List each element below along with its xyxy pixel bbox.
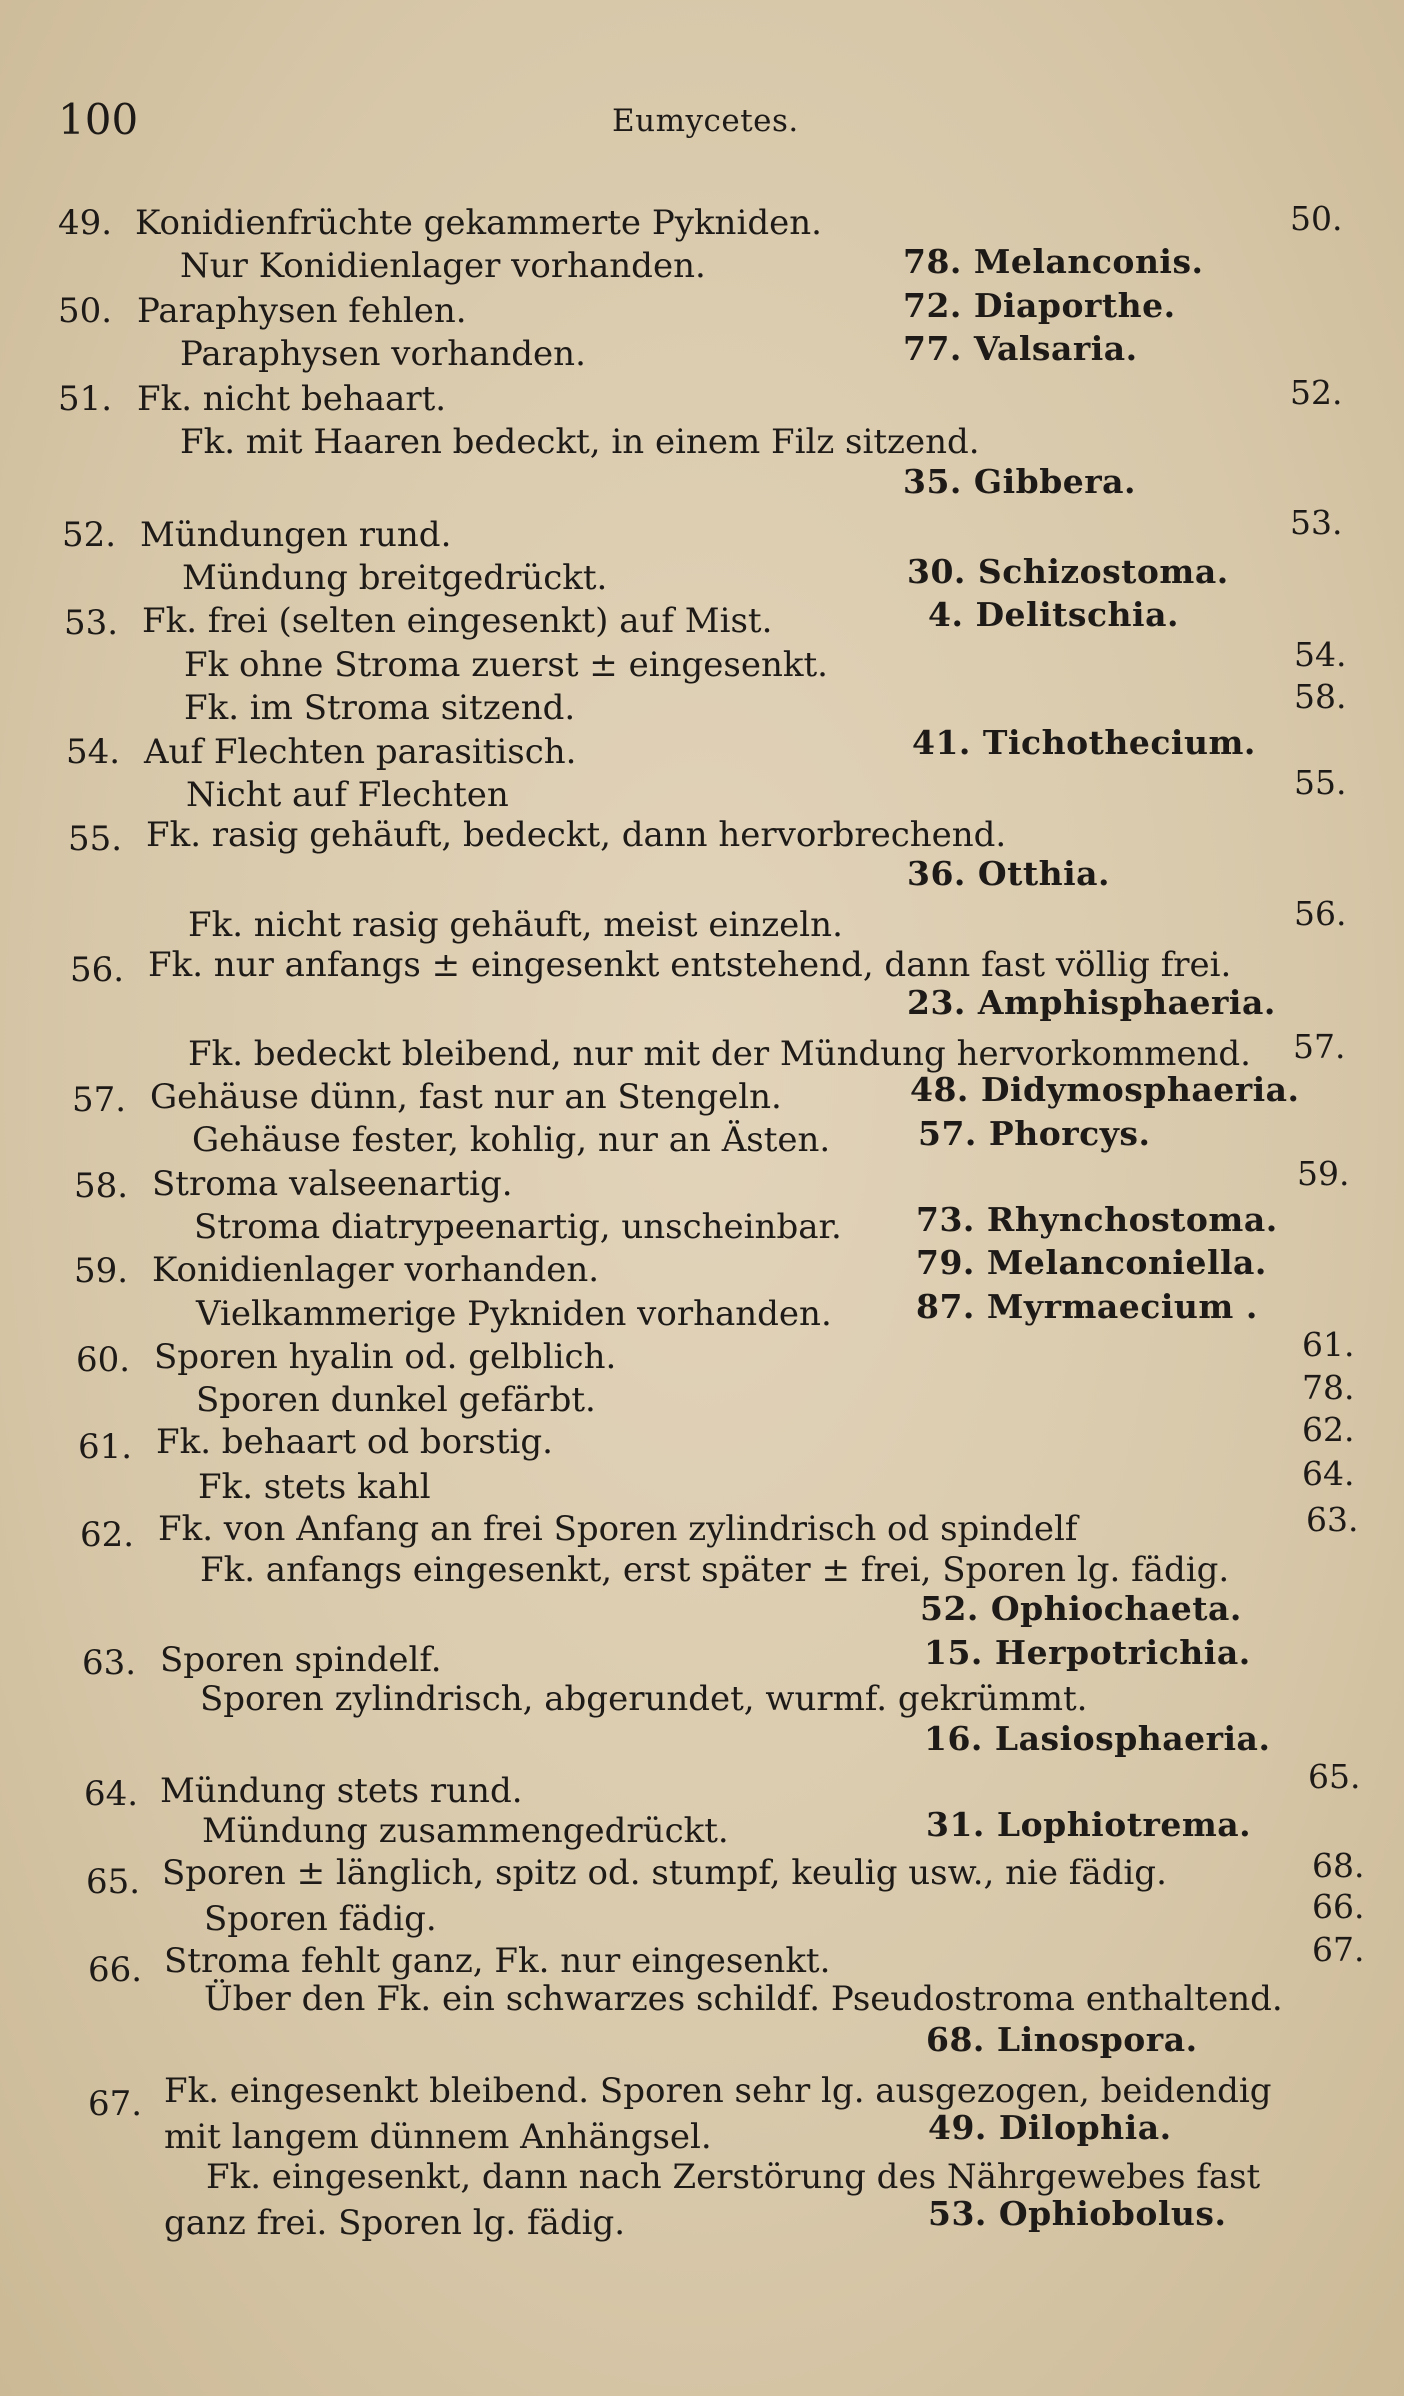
genus-name: 41. Tichothecium. (912, 723, 1256, 762)
key-lead-reference: 64. (1302, 1454, 1355, 1493)
genus-name: 52. Ophiochaeta. (920, 1589, 1242, 1628)
genus-name: 57. Phorcys. (918, 1114, 1151, 1153)
couplet-number: 53. (64, 603, 119, 643)
key-lead-text: Mündungen rund. (140, 515, 452, 555)
key-lead-reference: 57. (1293, 1027, 1346, 1066)
couplet-number: 50. (58, 291, 113, 331)
couplet-number: 58. (74, 1166, 129, 1206)
couplet-number: 52. (62, 515, 117, 555)
genus-name: 68. Linospora. (926, 2020, 1198, 2059)
key-lead-reference: 54. (1294, 635, 1347, 674)
key-lead-reference: 62. (1302, 1410, 1355, 1449)
key-lead-text: Fk. nicht rasig gehäuft, meist einzeln. (188, 905, 843, 945)
couplet-number: 63. (82, 1643, 137, 1683)
couplet-number: 60. (76, 1340, 131, 1380)
key-lead-text: Fk. nicht behaart. (137, 379, 447, 419)
key-lead-reference: 58. (1294, 677, 1347, 716)
couplet-number: 66. (88, 1950, 143, 1990)
key-lead-text: Fk. nur anfangs ± eingesenkt entstehend, dann fast völlig frei. (148, 945, 1232, 985)
key-lead-text: mit langem dünnem Anhängsel. (164, 2117, 712, 2157)
couplet-number: 59. (74, 1251, 129, 1291)
genus-name: 35. Gibbera. (903, 462, 1137, 501)
key-lead-text: Nicht auf Flechten (186, 775, 509, 815)
key-lead-reference: 56. (1294, 894, 1347, 933)
genus-name: 49. Dilophia. (928, 2108, 1172, 2147)
genus-name: 16. Lasiosphaeria. (924, 1719, 1271, 1758)
genus-name: 72. Diaporthe. (903, 286, 1176, 325)
couplet-number: 62. (80, 1515, 135, 1555)
key-lead-text: Auf Flechten parasitisch. (144, 732, 577, 772)
genus-name: 53. Ophiobolus. (928, 2194, 1227, 2233)
key-lead-text: Konidienfrüchte gekammerte Pykniden. (135, 203, 822, 243)
key-lead-text: Gehäuse fester, kohlig, nur an Ästen. (192, 1120, 831, 1160)
genus-name: 73. Rhynchostoma. (916, 1200, 1278, 1239)
key-lead-reference: 67. (1312, 1930, 1365, 1969)
key-lead-text: Sporen spindelf. (160, 1640, 442, 1680)
key-lead-reference: 63. (1306, 1500, 1359, 1539)
key-lead-text: Mündung stets rund. (160, 1771, 523, 1811)
key-lead-reference: 68. (1312, 1846, 1365, 1885)
key-lead-text: Fk. eingesenkt, dann nach Zerstörung des Nährgewebes fast (206, 2157, 1261, 2197)
genus-name: 31. Lophiotrema. (926, 1805, 1252, 1844)
page-number: 100 (58, 95, 139, 144)
key-lead-text: Paraphysen fehlen. (137, 291, 467, 331)
key-lead-reference: 59. (1297, 1154, 1350, 1193)
key-lead-text: Stroma fehlt ganz, Fk. nur eingesenkt. (164, 1941, 831, 1981)
couplet-number: 61. (78, 1427, 133, 1467)
couplet-number: 57. (72, 1080, 127, 1120)
genus-name: 36. Otthia. (907, 854, 1111, 893)
genus-name: 48. Didymosphaeria. (910, 1070, 1300, 1109)
key-lead-text: Sporen hyalin od. gelblich. (154, 1337, 617, 1377)
couplet-number: 56. (70, 950, 125, 990)
key-lead-reference: 52. (1290, 373, 1343, 412)
genus-name: 79. Melanconiella. (916, 1243, 1267, 1282)
key-lead-text: Über den Fk. ein schwarzes schildf. Pseudostroma enthaltend. (204, 1979, 1283, 2019)
genus-name: 15. Herpotrichia. (924, 1633, 1251, 1672)
key-lead-text: Fk. stets kahl (198, 1467, 431, 1507)
couplet-number: 55. (68, 819, 123, 859)
key-lead-text: Paraphysen vorhanden. (180, 334, 586, 374)
key-lead-text: Vielkammerige Pykniden vorhanden. (196, 1294, 832, 1334)
couplet-number: 51. (58, 379, 113, 419)
key-lead-text: Stroma valseenartig. (152, 1164, 513, 1204)
genus-name: 77. Valsaria. (903, 329, 1138, 368)
key-lead-text: ganz frei. Sporen lg. fädig. (164, 2203, 626, 2243)
key-lead-text: Nur Konidienlager vorhanden. (180, 246, 706, 286)
key-lead-reference: 66. (1312, 1887, 1365, 1926)
genus-name: 4. Delitschia. (928, 595, 1179, 634)
key-lead-text: Fk. behaart od borstig. (156, 1422, 553, 1462)
key-lead-reference: 53. (1290, 503, 1343, 542)
key-lead-text: Fk. frei (selten eingesenkt) auf Mist. (142, 601, 773, 641)
key-lead-text: Sporen fädig. (204, 1899, 437, 1939)
key-lead-text: Fk. von Anfang an frei Sporen zylindrisch od spindelf (158, 1509, 1078, 1549)
key-lead-text: Stroma diatrypeenartig, unscheinbar. (194, 1207, 842, 1247)
key-lead-reference: 55. (1294, 763, 1347, 802)
key-lead-text: Fk. im Stroma sitzend. (184, 688, 576, 728)
key-lead-text: Mündung zusammengedrückt. (202, 1811, 729, 1851)
key-lead-reference: 65. (1308, 1757, 1361, 1796)
couplet-number: 49. (58, 203, 113, 243)
genus-name: 78. Melanconis. (903, 242, 1204, 281)
genus-name: 23. Amphisphaeria. (907, 983, 1276, 1022)
couplet-number: 54. (66, 732, 121, 772)
running-head: Eumycetes. (612, 103, 799, 139)
key-lead-text: Fk. eingesenkt bleibend. Sporen sehr lg. ausgezogen, beidendig (164, 2071, 1272, 2111)
key-lead-text: Sporen zylindrisch, abgerundet, wurmf. gekrümmt. (200, 1679, 1088, 1719)
key-lead-text: Fk. bedeckt bleibend, nur mit der Mündung hervorkommend. (188, 1034, 1251, 1074)
key-lead-text: Gehäuse dünn, fast nur an Stengeln. (150, 1077, 782, 1117)
couplet-number: 67. (88, 2084, 143, 2124)
key-lead-reference: 78. (1302, 1368, 1355, 1407)
genus-name: 87. Myrmaecium . (916, 1287, 1258, 1326)
genus-name: 30. Schizostoma. (907, 552, 1229, 591)
key-lead-reference: 50. (1290, 199, 1343, 238)
couplet-number: 65. (86, 1862, 141, 1902)
key-lead-text: Fk. rasig gehäuft, bedeckt, dann hervorbrechend. (146, 815, 1007, 855)
key-lead-reference: 61. (1302, 1325, 1355, 1364)
key-lead-text: Konidienlager vorhanden. (152, 1250, 600, 1290)
key-lead-text: Fk. anfangs eingesenkt, erst später ± frei, Sporen lg. fädig. (200, 1550, 1230, 1590)
key-lead-text: Sporen ± länglich, spitz od. stumpf, keulig usw., nie fädig. (162, 1853, 1167, 1893)
key-lead-text: Fk ohne Stroma zuerst ± eingesenkt. (184, 645, 828, 685)
key-lead-text: Fk. mit Haaren bedeckt, in einem Filz sitzend. (180, 422, 980, 462)
couplet-number: 64. (84, 1774, 139, 1814)
key-lead-text: Mündung breitgedrückt. (182, 558, 608, 598)
key-lead-text: Sporen dunkel gefärbt. (196, 1380, 596, 1420)
